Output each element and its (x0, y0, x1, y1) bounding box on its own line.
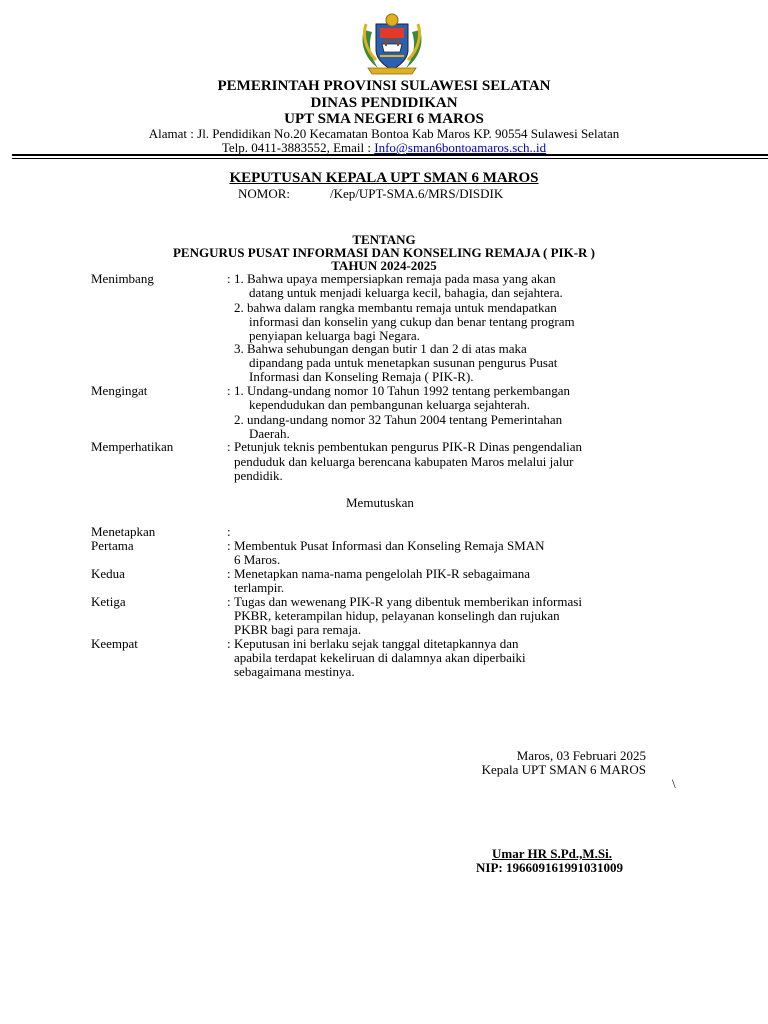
ketiga-line3: PKBR bagi para remaja. (234, 622, 362, 637)
kedua-colon: : (227, 566, 231, 581)
decree-nomor-value: /Kep/UPT-SMA.6/MRS/DISDIK (330, 186, 504, 201)
menimbang-item2-line3: penyiapan keluarga bagi Negara. (249, 328, 420, 343)
decree-tentang: TENTANG (352, 232, 416, 247)
header-department-name: DINAS PENDIDIKAN (310, 95, 458, 111)
header-school-name: UPT SMA NEGERI 6 MAROS (284, 111, 484, 127)
decree-subject: PENGURUS PUSAT INFORMASI DAN KONSELING REMAJA ( PIK-R ) (172, 245, 596, 260)
mengingat-item2-line2: Daerah. (249, 426, 290, 441)
memperhatikan-line3: pendidik. (234, 468, 283, 483)
signature-name: Umar HR S.Pd.,M.Si. (492, 846, 613, 861)
menimbang-item1-line1: 1. Bahwa upaya mempersiapkan remaja pada masa yang akan (234, 271, 556, 286)
menetapkan-label: Menetapkan (91, 524, 156, 539)
pertama-label: Pertama (91, 538, 134, 553)
menimbang-item2-line2: informasi dan konselin yang cukup dan benar tentang program (249, 314, 575, 329)
header-address: Alamat : Jl. Pendidikan No.20 Kecamatan Bontoa Kab Maros KP. 90554 Sulawesi Selatan (148, 126, 620, 141)
pertama-colon: : (227, 538, 231, 553)
menimbang-item1-line2: datang untuk menjadi keluarga kecil, bahagia, dan sejahtera. (249, 285, 563, 300)
memutuskan-heading: Memutuskan (346, 495, 414, 510)
memperhatikan-line1: Petunjuk teknis pembentukan pengurus PIK-R Dinas pengendalian (234, 439, 583, 454)
ketiga-label: Ketiga (91, 594, 126, 609)
kedua-label: Kedua (91, 566, 125, 581)
keempat-label: Keempat (91, 636, 138, 651)
mengingat-colon: : (227, 383, 231, 398)
header-government-name: PEMERINTAH PROVINSI SULAWESI SELATAN (217, 78, 551, 94)
keempat-colon: : (227, 636, 231, 651)
header-email-link[interactable]: Info@sman6bontoamaros.sch..id (374, 140, 547, 155)
ketiga-line2: PKBR, keterampilan hidup, pelayanan konselingh dan rujukan (234, 608, 560, 623)
mengingat-item2-line1: 2. undang-undang nomor 32 Tahun 2004 tentang Pemerintahan (234, 412, 563, 427)
header-divider-thin (12, 158, 768, 159)
menimbang-label: Menimbang (91, 271, 154, 286)
keempat-line2: apabila terdapat kekeliruan di dalamnya akan diperbaiki (234, 650, 526, 665)
memperhatikan-colon: : (227, 439, 231, 454)
decree-nomor-label: NOMOR: (238, 186, 291, 201)
keempat-line1: Keputusan ini berlaku sejak tanggal ditetapkannya dan (234, 636, 519, 651)
keempat-line3: sebagaimana mestinya. (234, 664, 355, 679)
mengingat-label: Mengingat (91, 383, 148, 398)
pertama-line1: Membentuk Pusat Informasi dan Konseling Remaja SMAN (234, 538, 545, 553)
signature-place-date: Maros, 03 Februari 2025 (516, 748, 646, 763)
signature-nip: NIP: 196609161991031009 (476, 860, 623, 875)
ketiga-line1: Tugas dan wewenang PIK-R yang dibentuk memberikan informasi (234, 594, 582, 609)
memperhatikan-label: Memperhatikan (91, 439, 174, 454)
mengingat-item1-line2: kependudukan dan pembangunan keluarga sejahterah. (249, 397, 530, 412)
kedua-line2: terlampir. (234, 580, 285, 595)
province-emblem-logo (356, 10, 428, 78)
kedua-line1: Menetapkan nama-nama pengelolah PIK-R sebagaimana (234, 566, 530, 581)
header-divider-thick (12, 154, 768, 156)
decree-title: KEPUTUSAN KEPALA UPT SMAN 6 MAROS (229, 170, 539, 186)
mengingat-item1-line1: 1. Undang-undang nomor 10 Tahun 1992 tentang perkembangan (234, 383, 571, 398)
menetapkan-colon: : (227, 524, 231, 539)
menimbang-item3-line3: Informasi dan Konseling Remaja ( PIK-R). (249, 369, 474, 384)
ketiga-colon: : (227, 594, 231, 609)
pertama-line2: 6 Maros. (234, 552, 281, 567)
header-phone: Telp. 0411-3883552, Email : (221, 140, 375, 155)
header-contact (0, 141, 768, 155)
signature-position: Kepala UPT SMAN 6 MAROS (481, 762, 646, 777)
decree-year: TAHUN 2024-2025 (331, 258, 437, 273)
menimbang-colon: : (227, 271, 231, 286)
memperhatikan-line2: penduduk dan keluarga berencana kabupaten Maros melalui jalur (234, 454, 574, 469)
menimbang-item3-line1: 3. Bahwa sehubungan dengan butir 1 dan 2 di atas maka (234, 341, 527, 356)
signature-mark: \ (672, 776, 676, 791)
menimbang-item2-line1: 2. bahwa dalam rangka membantu remaja untuk mendapatkan (234, 300, 557, 315)
menimbang-item3-line2: dipandang pada untuk menetapkan susunan pengurus Pusat (249, 355, 558, 370)
